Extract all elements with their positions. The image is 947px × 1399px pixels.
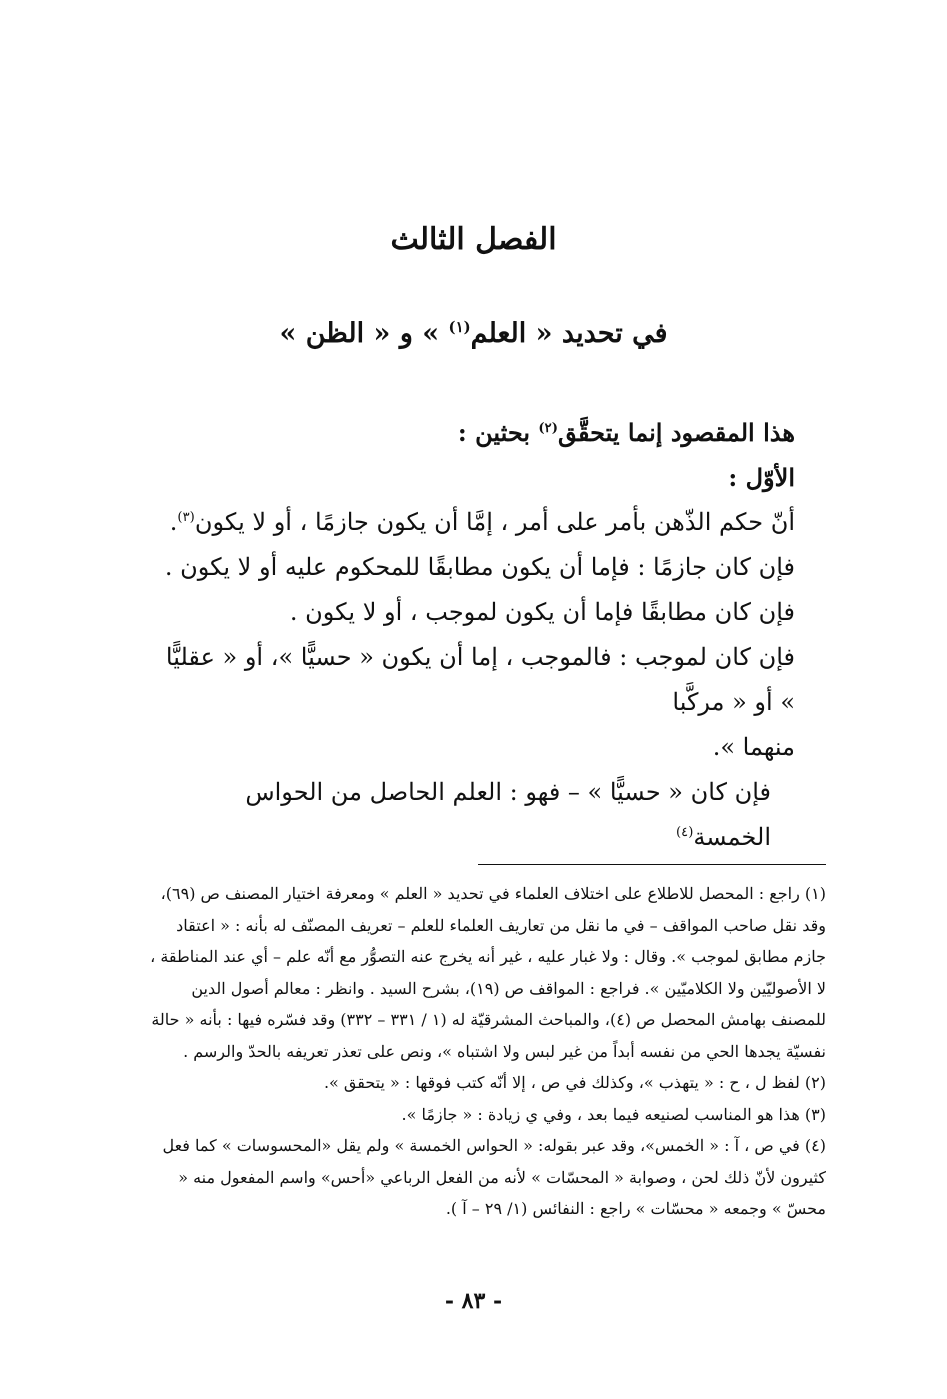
line1-post: . [169,508,178,536]
footnote-2: (٢) لفظ ل ، ح : « يتهذب »، وكذلك في ص ، إلا أنّه كتب فوقها : « يتحقق ». [323,1073,826,1092]
subtitle-pre: في تحديد « العلم [470,318,668,349]
subtitle-post: » و « الظن » [279,318,449,349]
footnote-divider [478,864,826,865]
footnote-4: (٤) في ص ، آ : « الخمس»، وقد عبر بقوله: « الحواس الخمسة » ولم يقل «المحسوسات » كما فعل كثيرون لأنّ ذلك لحن ، وصوابة « المحسّات » لأنه من الفعل الرباعي «أحس» واسم المفعول منه « محسّ » وجمعه « محسّات » راجع : النفائس (١/ ٢٩ – آ ). [162,1136,826,1218]
paragraph-line-4: فإن كان لموجب : فالموجب ، إما أن يكون « حسيًّا »، أو « عقليًّا » أو « مركَّبا [165,643,795,716]
intro-line [150,410,795,455]
paragraph-line-1 [150,500,795,545]
paragraph-line-6 [150,770,795,860]
page-number: - ٨٣ - [444,1288,503,1314]
main-text [150,410,795,860]
intro-pre: هذا المقصود إنما يتحقَّق [558,418,795,447]
intro-post: بحثين : [457,418,539,447]
footnote-ref-1: (١) [448,318,471,336]
chapter-title-text: الفصل الثالث [390,222,557,257]
footnote-3: (٣) هذا هو المناسب لصنيعه فيما بعد ، وفي ي زيادة : « جازمًا ». [401,1104,826,1124]
footnote-1: (١) راجع : المحصل للاطلاع على اختلاف العلماء في تحديد « العلم » ومعرفة اختيار المصنف ص (٦٩)، وقد نقل صاحب المواقف – في ما نقل من تعاريف العلماء للعلم – تعريف المصنّف له بأنه : « اعتقاد جازم مطابق لموجب ». وقال : ولا غبار عليه ، غير أنه يخرج عنه التصوُّر مع أنّه علم – أي عند المناطقة ، لا الأصوليّين ولا الكلاميّين ». فراجع : المواقف ص (١٩)، بشرح السيد . وانظر : معالم أصول الدين للمصنف بهامش المحصل ص (٤)، والمباحث المشرقيّة له (١ / ٣٣١ – ٣٣٢) وقد فسّره فيها : بأنه « حالة نفسيّة يجدها الحي من نفسه أبداً من غير لبس ولا اشتباه »، ونص على تعذر تعريفه بالحدّ والرسم . [150,884,826,1061]
first-heading: الأوّل : [728,463,795,492]
footnote-ref-2: (٢) [538,421,558,436]
paragraph-line-2: فإن كان جازمًا : فإما أن يكون مطابقًا للمحكوم عليه أو لا يكون . [164,553,795,581]
footnotes [150,878,826,1225]
footnote-ref-4: (٤) [675,825,694,840]
paragraph-line-5: منهما ». [712,733,795,761]
line6-pre: فإن كان « حسيًّا » – فهو : العلم الحاصل من الحواس الخمسة [245,778,771,851]
chapter-subtitle [0,318,947,349]
chapter-title [0,222,947,257]
line1-pre: أنّ حكم الذّهن بأمر على أمر ، إمَّا أن يكون جازمًا ، أو لا يكون [194,508,795,536]
footnote-ref-3: (٣) [177,510,195,525]
paragraph-line-3: فإن كان مطابقًا فإما أن يكون لموجب ، أو لا يكون . [289,598,795,626]
